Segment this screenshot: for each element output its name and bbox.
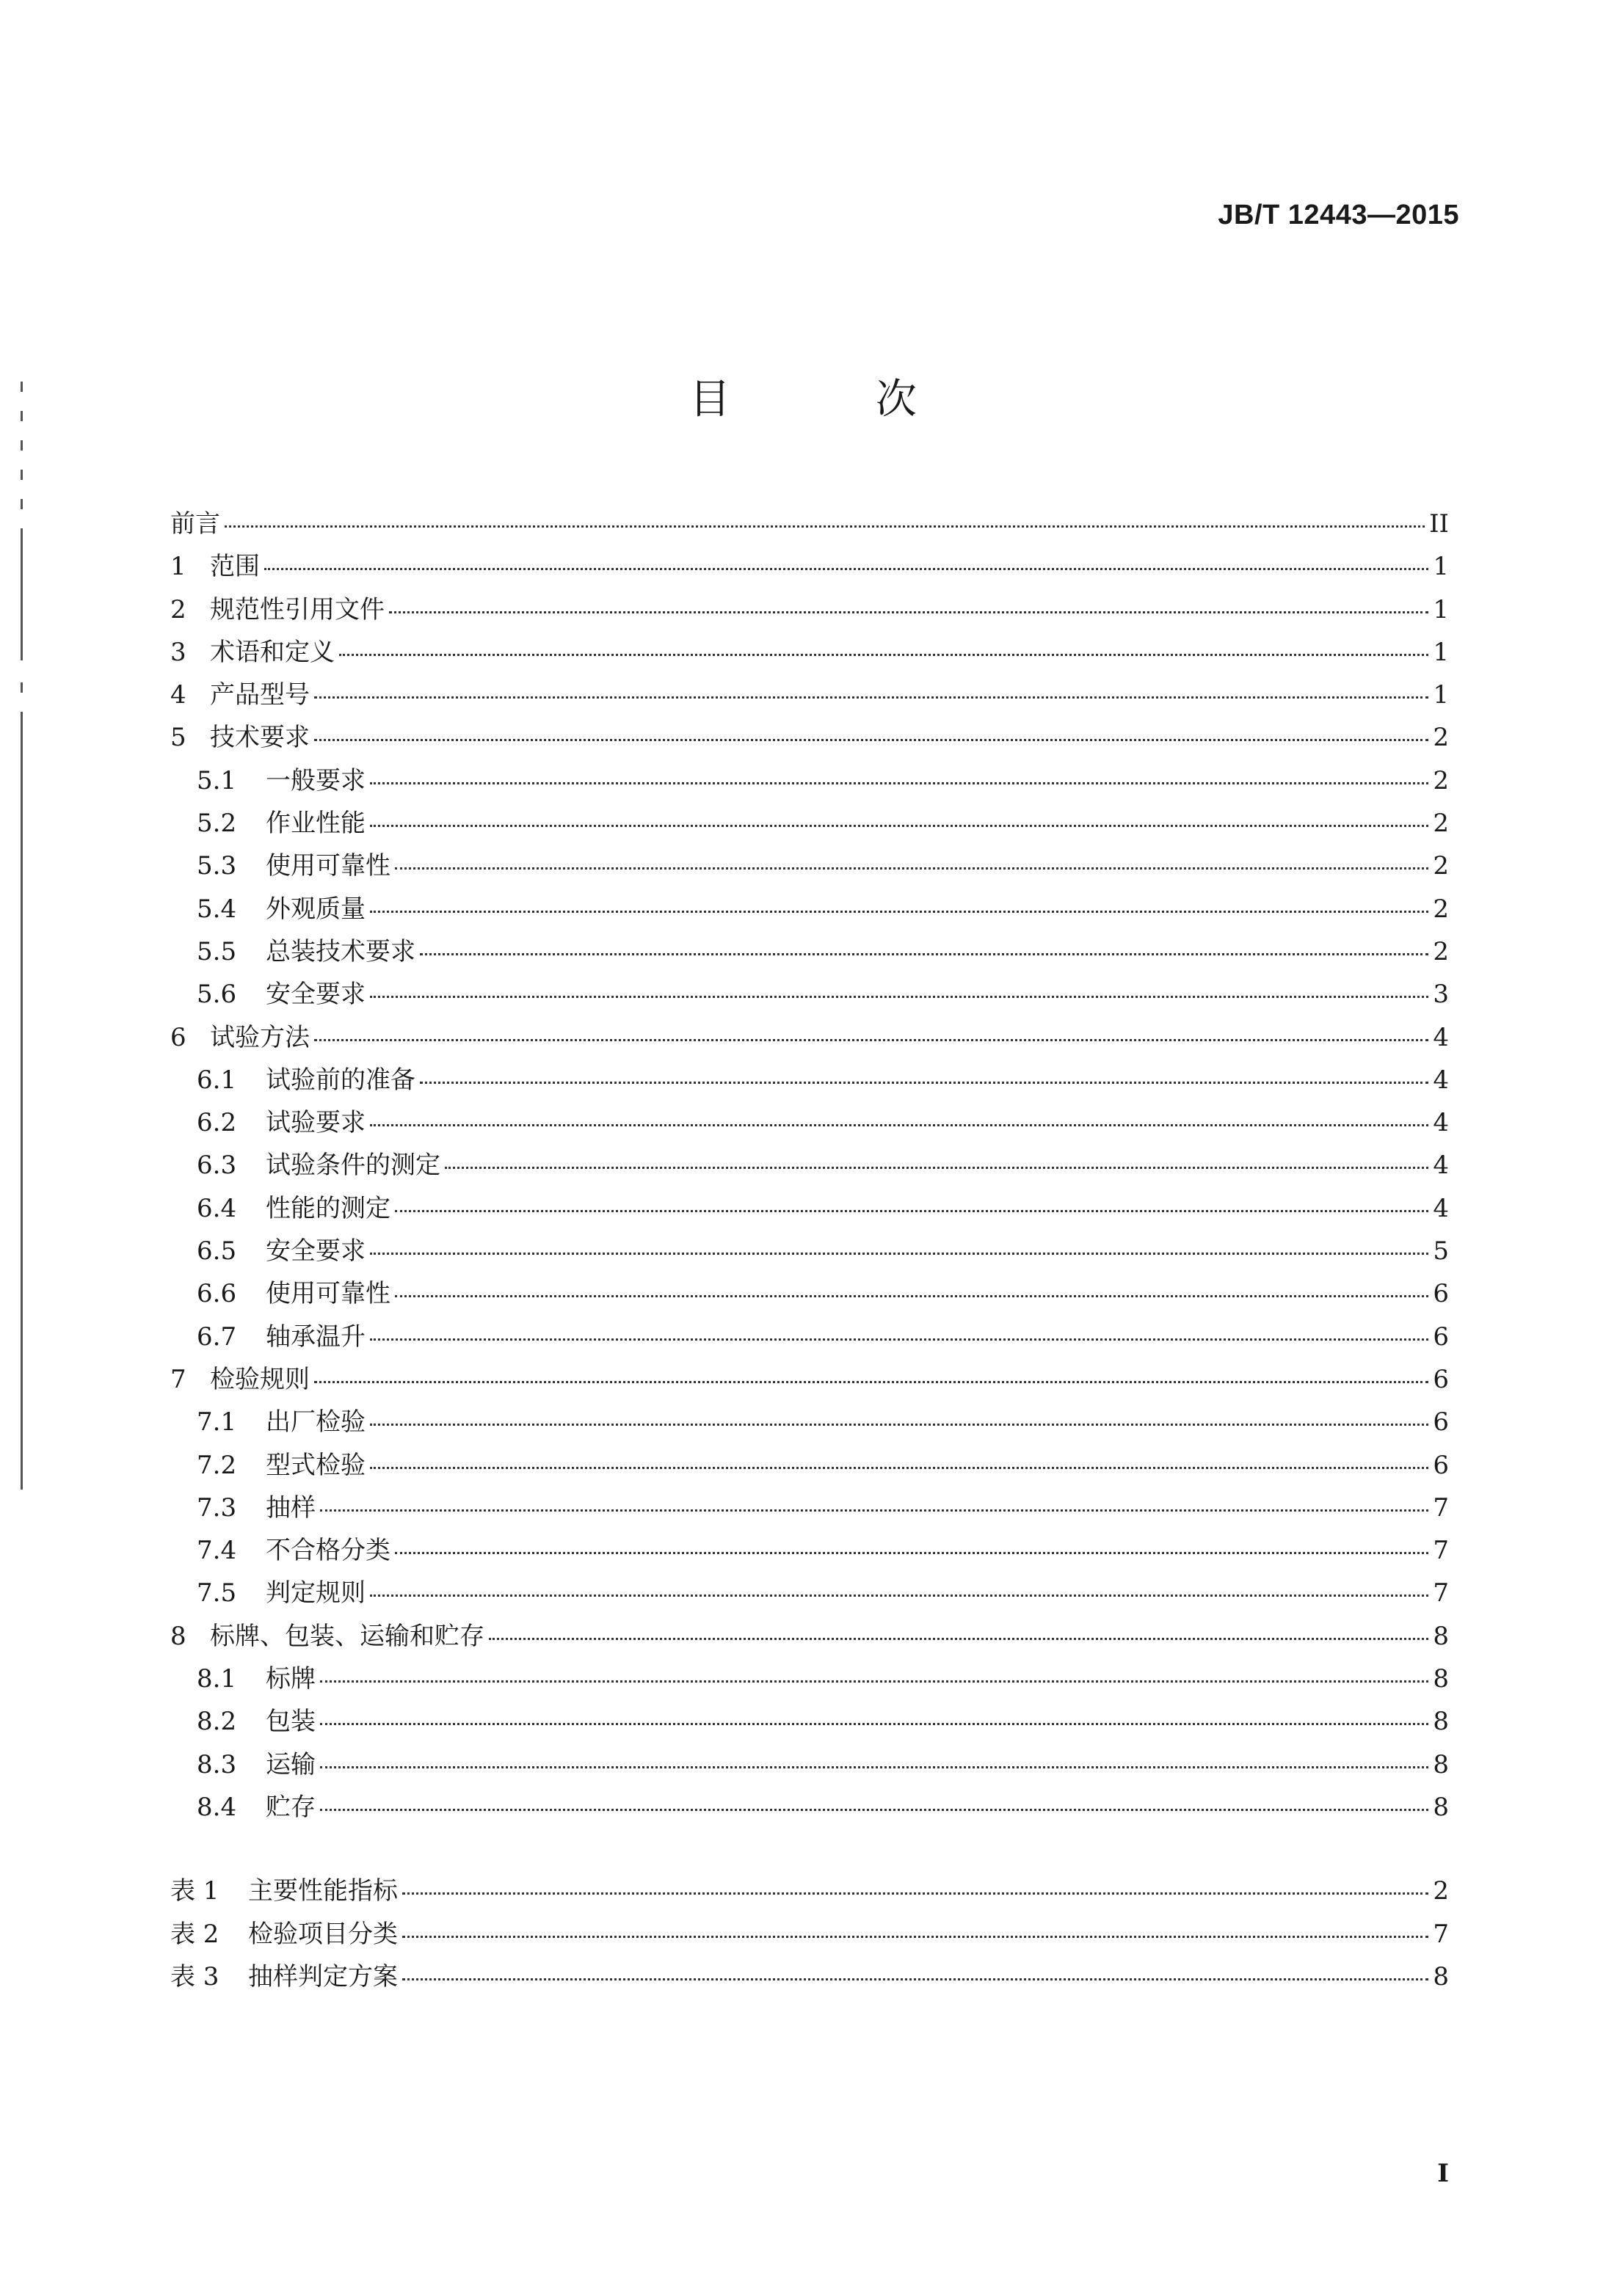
toc-entry-page: 8 [1433, 1792, 1449, 1822]
document-code: JB/T 12443—2015 [1218, 200, 1459, 230]
toc-entry-label: 技术要求 [210, 723, 310, 753]
toc-entry[interactable] [170, 1744, 1449, 1787]
toc-entry-number: 表 3 [170, 1961, 219, 1991]
toc-entry-page: 4 [1433, 1065, 1449, 1095]
toc-entry-number: 5.3 [197, 851, 237, 881]
toc-entry[interactable] [170, 1017, 1449, 1060]
toc-entry-label: 贮存 [266, 1792, 316, 1822]
toc-entry-number: 6 [170, 1022, 186, 1052]
dot-leader [402, 1978, 1428, 1980]
page-number: I [1437, 2159, 1449, 2188]
toc-entry-number: 6.2 [197, 1108, 237, 1138]
dot-leader [320, 1723, 1428, 1725]
dot-leader [395, 1552, 1428, 1554]
toc-entry-label: 检验规则 [210, 1364, 310, 1394]
toc-entry-page: 6 [1433, 1322, 1449, 1352]
toc-entry[interactable] [170, 1402, 1449, 1444]
dot-leader [402, 1892, 1428, 1895]
toc-entry-number: 7.5 [197, 1578, 237, 1608]
toc-entry-number: 2 [170, 594, 186, 624]
toc-entry-label: 检验项目分类 [248, 1919, 398, 1949]
toc-entry-page: 6 [1433, 1450, 1449, 1480]
toc-entry-label: 总装技术要求 [266, 936, 415, 966]
toc-entry-label: 试验方法 [210, 1022, 310, 1052]
toc-entry-page: 7 [1433, 1536, 1449, 1566]
toc-entry-label: 型式检验 [266, 1450, 366, 1480]
toc-entry-page: 1 [1433, 552, 1449, 582]
toc-entry-number: 8.2 [197, 1707, 237, 1737]
dot-leader [420, 953, 1428, 955]
dot-leader [320, 1809, 1428, 1811]
toc-entry-page: 8 [1433, 1749, 1449, 1779]
toc-entry-page: 4 [1433, 1108, 1449, 1138]
toc-entry-number: 6.7 [197, 1322, 237, 1352]
dot-leader [320, 1766, 1428, 1768]
toc-entry-label: 安全要求 [266, 980, 366, 1010]
toc-entry-number: 5.6 [197, 980, 237, 1010]
dot-leader [320, 1509, 1428, 1512]
toc-entry-label: 试验要求 [266, 1108, 366, 1138]
toc-entry-number: 5.5 [197, 936, 237, 966]
page-title: 目 次 [689, 376, 983, 423]
toc-entry-number: 6.6 [197, 1279, 237, 1309]
toc-entry-page: 8 [1433, 1621, 1449, 1651]
toc-entry-page: 2 [1433, 936, 1449, 966]
toc-entry-label: 主要性能指标 [248, 1876, 398, 1906]
toc-entry[interactable] [170, 1316, 1449, 1359]
dot-leader [320, 1680, 1428, 1683]
dot-leader [420, 1082, 1428, 1084]
dot-leader [370, 1338, 1428, 1341]
toc-entry-page: 8 [1433, 1664, 1449, 1694]
toc-entry[interactable] [170, 1530, 1449, 1572]
table-list-entry[interactable] [170, 1956, 1449, 1999]
toc-entry[interactable] [170, 1487, 1449, 1530]
toc-entry-label: 性能的测定 [266, 1193, 390, 1223]
toc-entry-label: 安全要求 [266, 1236, 366, 1267]
toc-entry[interactable] [170, 1060, 1449, 1102]
toc-entry[interactable] [170, 1787, 1449, 1829]
toc-entry-label: 标牌 [266, 1664, 316, 1694]
toc-entry-page: 1 [1433, 680, 1449, 710]
toc-entry-label: 标牌、包装、运输和贮存 [210, 1621, 484, 1651]
toc-entry-label: 外观质量 [266, 894, 366, 924]
table-list-entry[interactable] [170, 1870, 1449, 1913]
dot-leader [402, 1936, 1428, 1938]
toc-entry-page: 2 [1433, 851, 1449, 881]
toc-entry-page: 1 [1433, 637, 1449, 667]
toc-entry-number: 表 2 [170, 1919, 219, 1949]
dot-leader [370, 1124, 1428, 1126]
dot-leader [370, 782, 1428, 784]
toc-entry-label: 轴承温升 [266, 1322, 366, 1352]
toc-entry-page: 7 [1433, 1919, 1449, 1949]
toc-entry-number: 7.3 [197, 1493, 237, 1523]
toc-entry-number: 8 [170, 1621, 186, 1651]
toc-entry-page: 7 [1433, 1578, 1449, 1608]
toc-entry-label: 不合格分类 [266, 1536, 390, 1566]
toc-entry-page: 2 [1433, 723, 1449, 753]
dot-leader [314, 1381, 1428, 1383]
toc-entry[interactable] [170, 1145, 1449, 1187]
toc-entry-label: 判定规则 [266, 1578, 366, 1608]
toc-entry[interactable] [170, 674, 1449, 717]
table-of-contents [170, 503, 1449, 1999]
toc-entry-page: 4 [1433, 1193, 1449, 1223]
toc-entry[interactable] [170, 1231, 1449, 1273]
toc-entry[interactable] [170, 931, 1449, 974]
toc-entry-label: 一般要求 [266, 765, 366, 795]
toc-entry[interactable] [170, 889, 1449, 931]
toc-entry[interactable] [170, 1273, 1449, 1316]
toc-entry-page: 1 [1433, 594, 1449, 624]
toc-entry-label: 试验前的准备 [266, 1065, 415, 1095]
toc-entry-number: 6.3 [197, 1151, 237, 1181]
toc-entry-number: 1 [170, 552, 186, 582]
toc-entry-page: 2 [1433, 809, 1449, 839]
toc-entry-page: 4 [1433, 1022, 1449, 1052]
toc-entry-label: 产品型号 [210, 680, 310, 710]
toc-entry[interactable] [170, 1616, 1449, 1658]
toc-entry-number: 6.4 [197, 1193, 237, 1223]
dot-leader [370, 1467, 1428, 1469]
toc-entry[interactable] [170, 589, 1449, 632]
toc-entry-label: 作业性能 [266, 809, 366, 839]
toc-entry-page: 5 [1433, 1236, 1449, 1267]
toc-entry-label: 试验条件的测定 [266, 1151, 440, 1181]
dot-leader [395, 867, 1428, 870]
toc-entry-page: 8 [1433, 1961, 1449, 1991]
toc-entry-page: 2 [1433, 1876, 1449, 1906]
toc-entry-number: 5.1 [197, 765, 237, 795]
toc-entry[interactable] [170, 974, 1449, 1016]
toc-entry-label: 使用可靠性 [266, 851, 390, 881]
toc-entry[interactable] [170, 1188, 1449, 1231]
dot-leader [370, 1595, 1428, 1597]
toc-entry-page: 2 [1433, 894, 1449, 924]
dot-leader [445, 1167, 1428, 1169]
toc-entry-number: 8.4 [197, 1792, 237, 1822]
toc-entry-number: 7.1 [197, 1407, 237, 1437]
table-list-entry[interactable] [170, 1914, 1449, 1956]
toc-entry[interactable] [170, 546, 1449, 588]
dot-leader [395, 1295, 1428, 1297]
toc-entry-page: 6 [1433, 1364, 1449, 1394]
toc-entry-number: 8.3 [197, 1749, 237, 1779]
toc-entry[interactable] [170, 760, 1449, 803]
toc-entry-page: 8 [1433, 1707, 1449, 1737]
dot-leader [314, 739, 1428, 741]
toc-entry-number: 6.5 [197, 1236, 237, 1267]
dot-leader [225, 525, 1425, 528]
toc-entry-number: 表 1 [170, 1876, 219, 1906]
dot-leader [370, 1424, 1428, 1426]
toc-entry-label: 范围 [210, 552, 260, 582]
dot-leader [370, 996, 1428, 998]
toc-entry-number: 5.2 [197, 809, 237, 839]
toc-entry-label: 出厂检验 [266, 1407, 366, 1437]
toc-entry-page: II [1429, 509, 1449, 539]
toc-entry-label: 抽样判定方案 [248, 1961, 398, 1991]
binding-margin-marks [21, 367, 25, 1504]
toc-entry-page: 4 [1433, 1151, 1449, 1181]
dot-leader [339, 654, 1428, 656]
toc-entry[interactable] [170, 845, 1449, 888]
toc-entry-number: 7 [170, 1364, 186, 1394]
toc-entry-label: 规范性引用文件 [210, 594, 385, 624]
toc-entry-number: 7.4 [197, 1536, 237, 1566]
dot-leader [370, 911, 1428, 913]
toc-entry-page: 6 [1433, 1279, 1449, 1309]
dot-leader [314, 696, 1428, 699]
toc-entry[interactable] [170, 1445, 1449, 1487]
toc-entry-label: 抽样 [266, 1493, 316, 1523]
toc-entry-number: 6.1 [197, 1065, 237, 1095]
section-gap [170, 1829, 1449, 1870]
toc-entry-page: 2 [1433, 765, 1449, 795]
dot-leader [314, 1039, 1428, 1041]
toc-entry[interactable] [170, 1359, 1449, 1402]
toc-entry[interactable] [170, 632, 1449, 674]
toc-entry-label: 使用可靠性 [266, 1279, 390, 1309]
toc-entry-number: 3 [170, 637, 186, 667]
toc-entry[interactable] [170, 503, 1449, 546]
toc-entry[interactable] [170, 1572, 1449, 1615]
dot-leader [389, 611, 1428, 613]
toc-entry-page: 3 [1433, 980, 1449, 1010]
toc-entry-number: 7.2 [197, 1450, 237, 1480]
toc-entry-number: 4 [170, 680, 186, 710]
toc-entry-number: 5.4 [197, 894, 237, 924]
toc-entry[interactable] [170, 803, 1449, 845]
toc-entry-label: 运输 [266, 1749, 316, 1779]
toc-entry[interactable] [170, 717, 1449, 759]
toc-entry-number: 5 [170, 723, 186, 753]
toc-entry-page: 6 [1433, 1407, 1449, 1437]
toc-entry[interactable] [170, 1102, 1449, 1145]
dot-leader [370, 825, 1428, 827]
toc-entry-label: 前言 [170, 509, 220, 539]
dot-leader [370, 1253, 1428, 1255]
toc-entry[interactable] [170, 1658, 1449, 1701]
toc-entry-page: 7 [1433, 1493, 1449, 1523]
dot-leader [395, 1210, 1428, 1212]
toc-entry-label: 包装 [266, 1707, 316, 1737]
toc-entry[interactable] [170, 1701, 1449, 1743]
toc-entry-label: 术语和定义 [210, 637, 335, 667]
dot-leader [264, 568, 1428, 570]
dot-leader [489, 1638, 1428, 1640]
toc-entry-number: 8.1 [197, 1664, 237, 1694]
